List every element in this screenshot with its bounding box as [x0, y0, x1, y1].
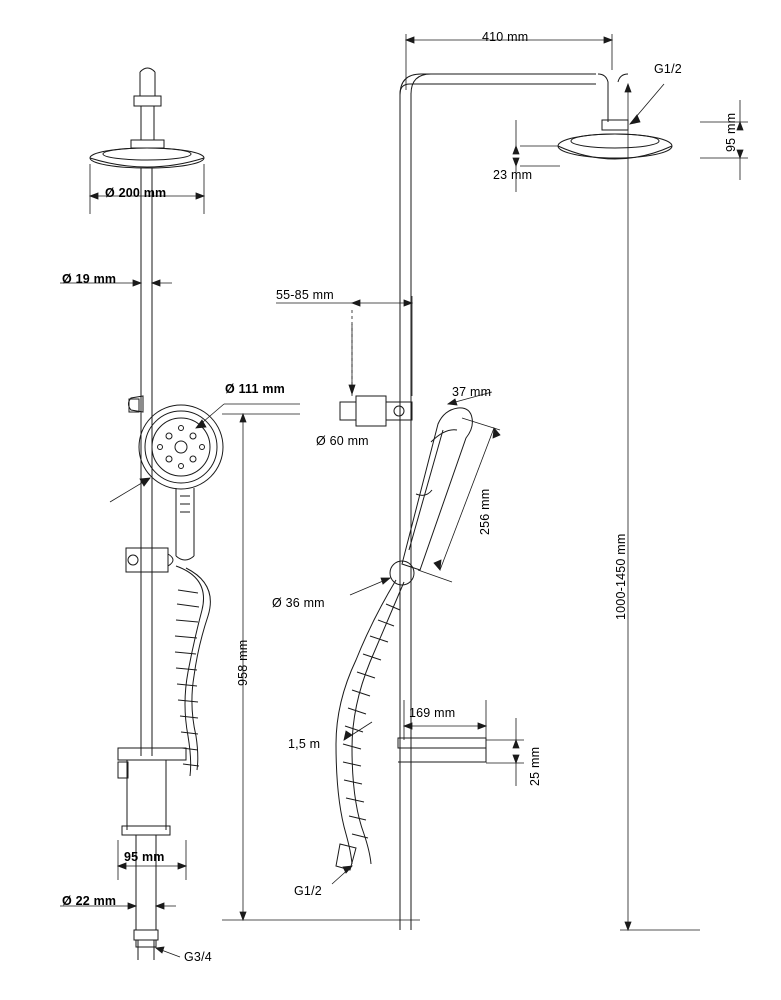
dim-label-inlet-thread: G3/4 [184, 950, 212, 964]
dim-label-head-height: 95 mm [724, 112, 738, 152]
dim-label-head-diameter: Ø 200 mm [105, 186, 167, 200]
dim-label-overhead-arm-reach: 410 mm [482, 30, 529, 44]
dim-label-bar-rod-diameter: Ø 36 mm [272, 596, 325, 610]
dim-label-head-edge-thickness: 23 mm [493, 168, 533, 182]
dim-label-riser-tube-diameter: Ø 19 mm [62, 272, 117, 286]
dim-label-hand-shower-width: 37 mm [452, 385, 492, 399]
dim-label-bracket-offset: 95 mm [124, 850, 165, 864]
dim-label-hand-shower-length: 256 mm [478, 488, 492, 535]
dim-label-hose-length: 1,5 m [288, 737, 321, 751]
dim-label-shelf-thickness: 25 mm [528, 746, 542, 786]
dim-label-adjustable-height: 1000-1450 mm [614, 533, 628, 620]
dim-label-overall-height-left: 958 mm [236, 639, 250, 686]
dim-label-hose-thread: G1/2 [294, 884, 322, 898]
dim-label-head-thread: G1/2 [654, 62, 682, 76]
dim-label-lower-tube-diameter: Ø 22 mm [62, 894, 117, 908]
dim-label-hand-shower-head-diameter: Ø 111 mm [225, 382, 285, 396]
dim-label-shelf-depth: 169 mm [409, 706, 456, 720]
dim-label-slider-bar-diameter: Ø 60 mm [316, 434, 369, 448]
dim-label-slider-range: 55-85 mm [276, 288, 334, 302]
